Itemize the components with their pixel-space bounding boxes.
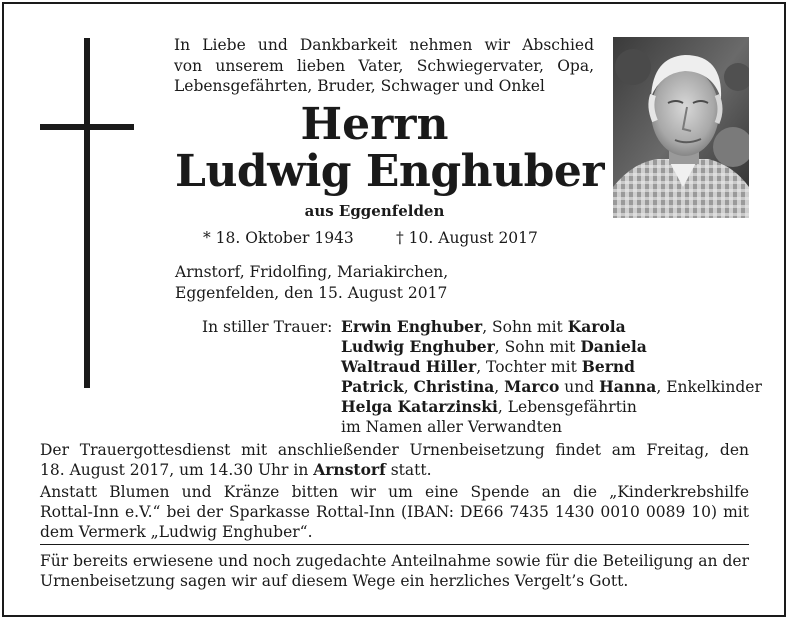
mourner-relation: , Sohn mit	[494, 338, 581, 356]
mourner-line	[341, 337, 761, 357]
intro-text	[174, 35, 594, 97]
mourner-name: Waltraud Hiller	[341, 357, 477, 376]
portrait-photo	[613, 37, 749, 218]
place-date	[175, 262, 575, 303]
relatives-line: im Namen aller Verwandten	[341, 418, 562, 436]
divider	[40, 544, 749, 545]
service-line: Der Trauergottesdienst mit anschließender Urnenbeisetzung findet am Freitag, den	[40, 441, 749, 459]
separator: und	[559, 378, 600, 396]
donation-line: Rottal-Inn e.V.“ bei der Sparkasse Rottal-Inn (IBAN: DE66 7435 1430 0010 0089 10) mit	[40, 503, 749, 521]
origin: aus Eggenfelden	[304, 202, 445, 220]
deceased-name: Ludwig Enghuber	[175, 146, 605, 197]
grandchild-name: Marco	[504, 377, 560, 396]
partner-line	[341, 397, 761, 417]
service-text: 18. August 2017, um 14.30 Uhr in	[40, 461, 314, 479]
thanks-line: Für bereits erwiesene und noch zugedachte Anteilnahme sowie für die Beteiligung an der	[40, 552, 749, 570]
partner-relation: , Lebensgefährtin	[497, 398, 637, 416]
salutation: Herrn	[300, 99, 449, 150]
mourner-partner: Daniela	[580, 337, 647, 356]
mourner-name: Erwin Enghuber	[341, 317, 483, 336]
separator: ,	[494, 378, 505, 396]
birth-date: * 18. Oktober 1943	[203, 229, 354, 247]
grandchild-name: Christina	[413, 377, 495, 396]
mourner-relation: , Tochter mit	[476, 358, 582, 376]
thanks-line: Urnenbeisetzung sagen wir auf diesem Wege ein herzliches Vergelt’s Gott.	[40, 572, 629, 590]
partner-name: Helga Katarzinski	[341, 397, 498, 416]
donation-line: Anstatt Blumen und Kränze bitten wir um eine Spende an die „Kinderkrebshilfe	[40, 483, 749, 501]
grandchildren-relation: , Enkelkinder	[656, 378, 762, 396]
mourning-label: In stiller Trauer:	[202, 318, 333, 336]
mourner-partner: Karola	[567, 317, 626, 336]
intro-line: Lebensgefährten, Bruder, Schwager und Onkel	[174, 77, 545, 95]
mourners-list	[341, 317, 761, 437]
grandchild-name: Hanna	[599, 377, 657, 396]
service-paragraph	[40, 440, 749, 480]
grandchildren-line	[341, 377, 761, 397]
service-text: statt.	[385, 461, 432, 479]
cross-icon-bar	[40, 124, 134, 130]
portrait-image	[613, 37, 749, 218]
service-line	[40, 460, 749, 480]
death-date: † 10. August 2017	[396, 229, 538, 247]
place-line: Eggenfelden, den 15. August 2017	[175, 283, 448, 302]
mourner-name: Ludwig Enghuber	[341, 337, 495, 356]
mourner-relation: , Sohn mit	[482, 318, 568, 336]
service-location: Arnstorf	[313, 460, 386, 479]
mourner-partner: Bernd	[581, 357, 635, 376]
intro-line: In Liebe und Dankbarkeit nehmen wir Abschied	[174, 36, 594, 54]
mourner-line	[341, 317, 761, 337]
cross-icon	[84, 38, 90, 388]
place-line: Arnstorf, Fridolfing, Mariakirchen,	[175, 263, 449, 281]
donation-line: dem Vermerk „Ludwig Enghuber“.	[40, 523, 313, 541]
intro-line: von unserem lieben Vater, Schwiegervater, Opa,	[174, 56, 594, 75]
grandchild-name: Patrick	[341, 377, 404, 396]
thanks-paragraph	[40, 551, 749, 591]
donation-paragraph	[40, 482, 749, 542]
separator: ,	[403, 378, 414, 396]
mourner-line	[341, 357, 761, 377]
